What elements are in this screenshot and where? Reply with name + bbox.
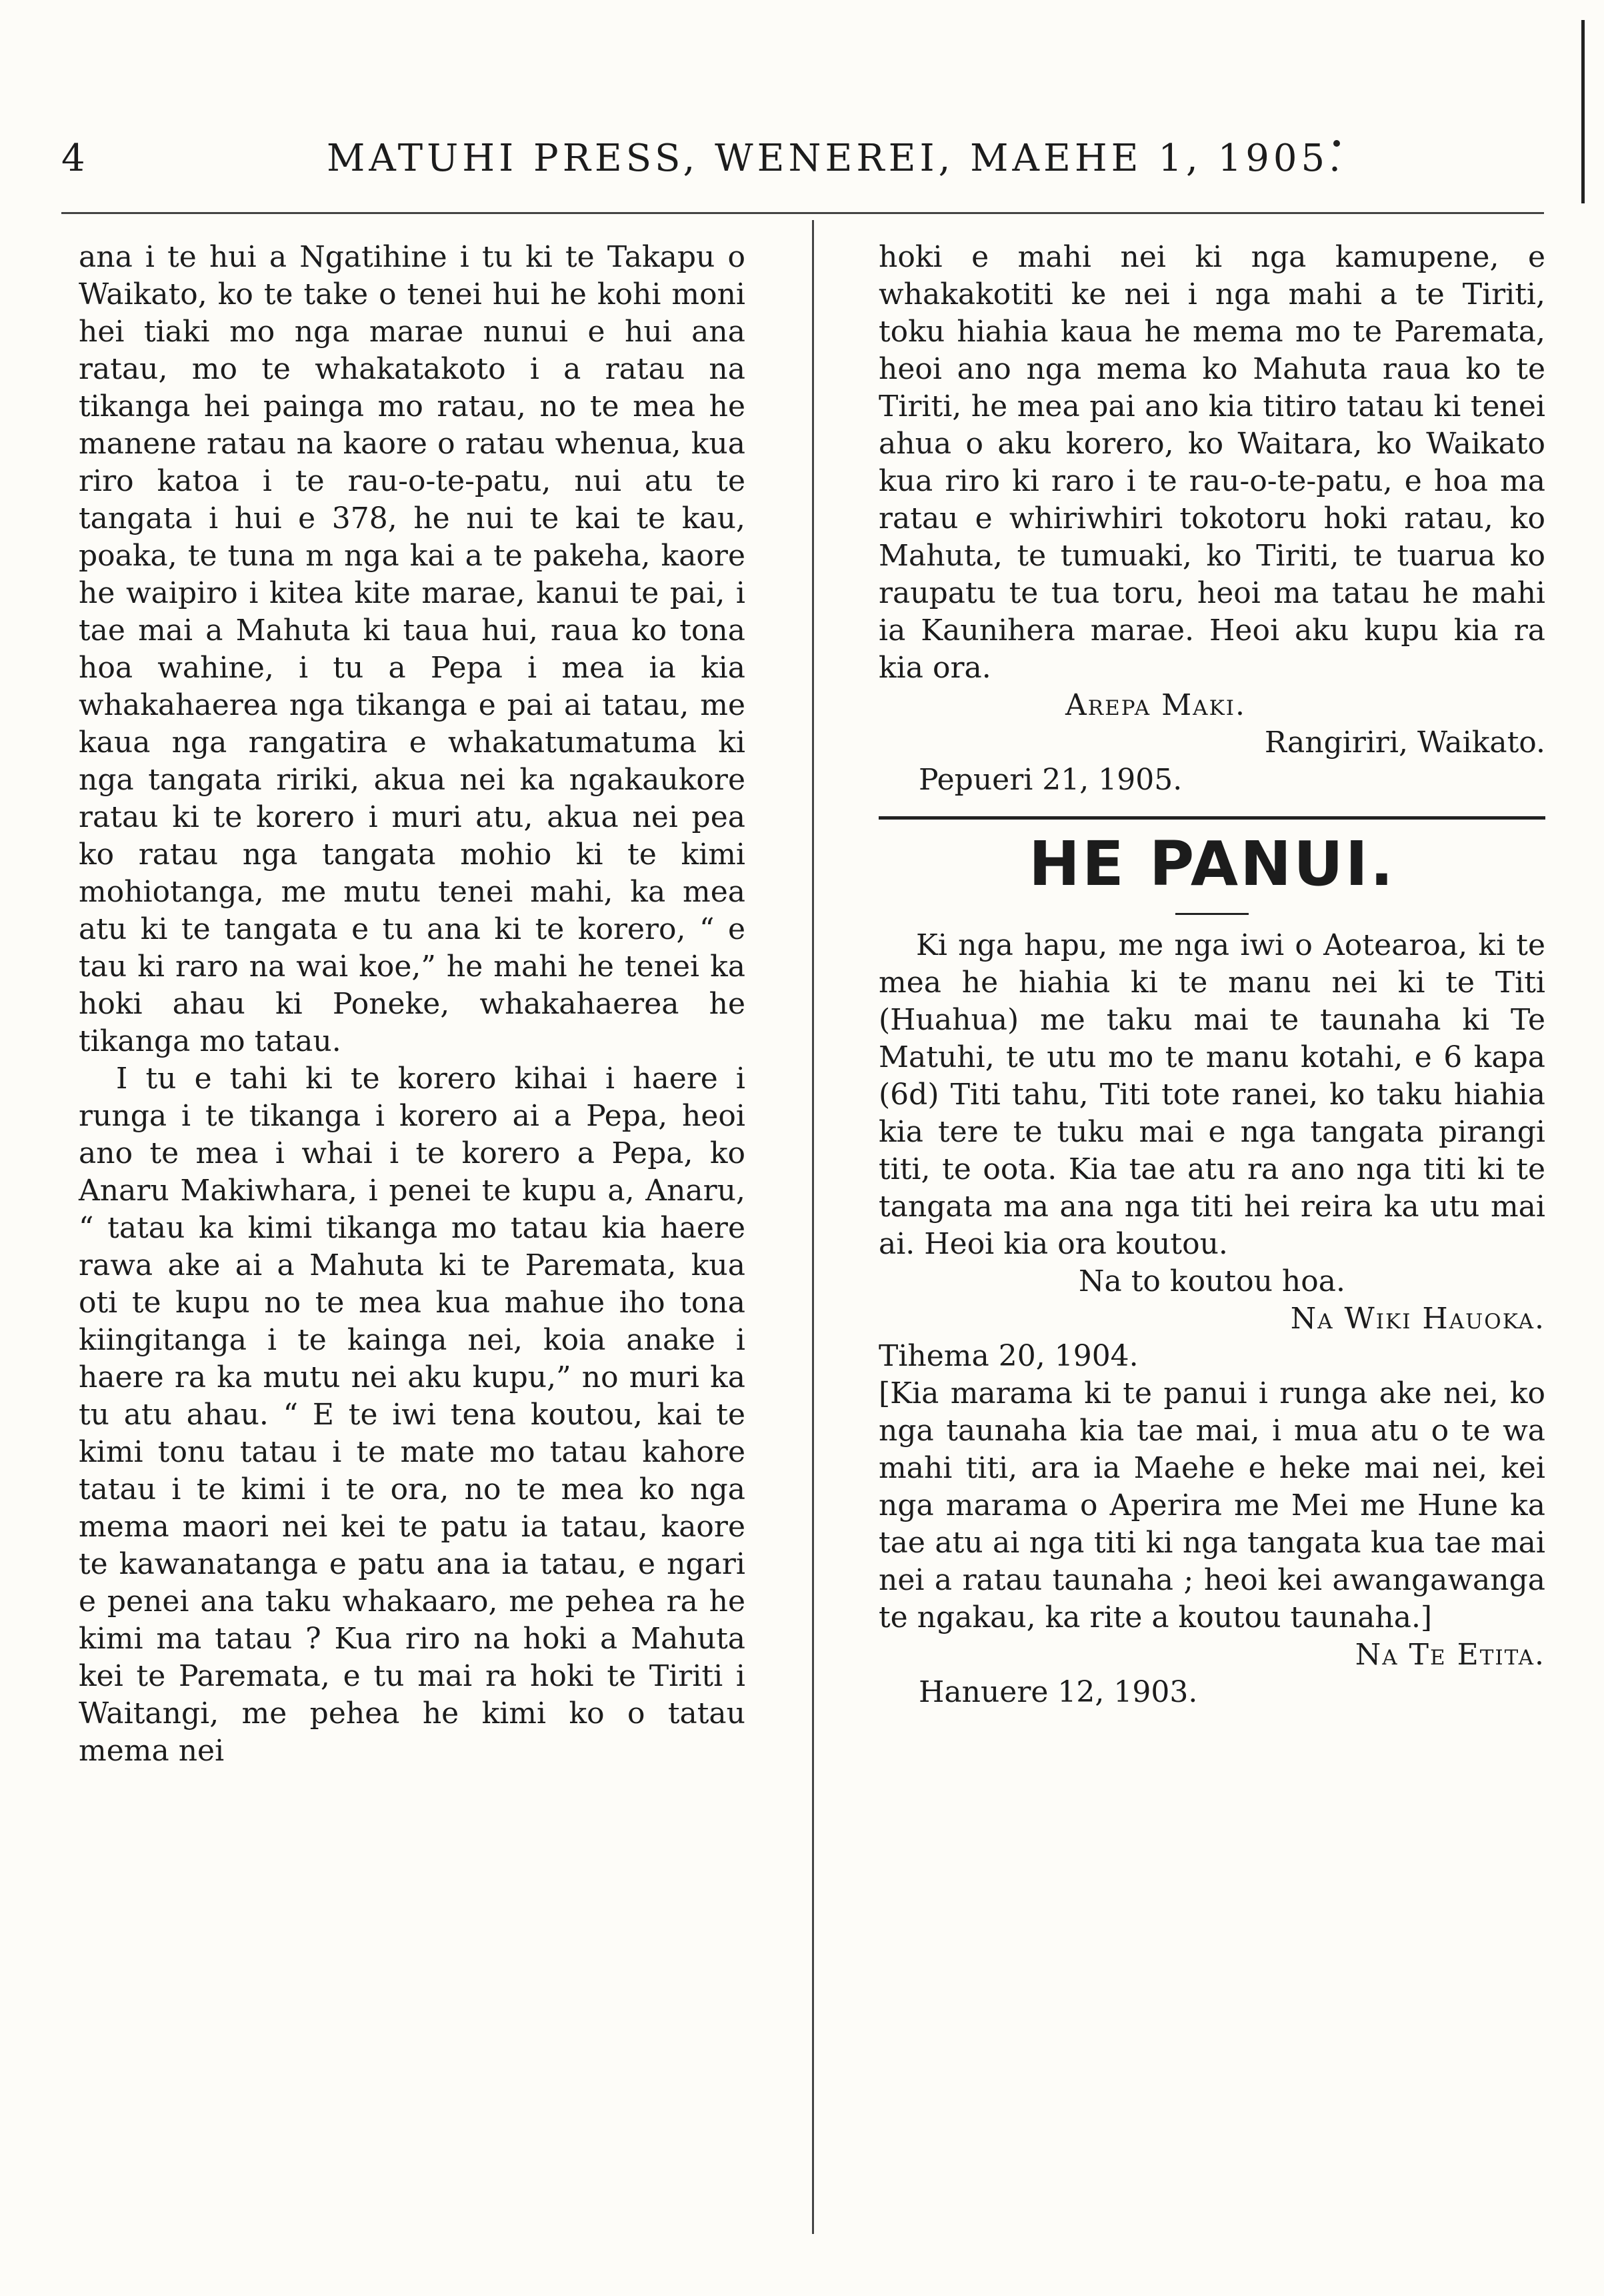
letter-signature-name: Arepa Maki. [1065, 688, 1246, 722]
notice-signature: Na Wiki Hauoka. [1290, 1302, 1545, 1336]
left-para-2: I tu e tahi ki te korero kihai i haere i runga i te tikanga i korero ai a Pepa, heoi ano te mea i whai i te korero a Pepa, ko Anaru Makiwhara, i penei te kupu a, Anaru, “ tatau ka kimi tikanga mo tatau kia haere rawa ake ai a Mahuta ki te Paremata, kua oti te kupu no te mea kua mahue iho tona kiingitanga i te kainga nei, koia anake i haere ra ka mutu nei aku kupu,” no muri ka tu atu ahau. “ E te iwi tena koutou, kai te kimi tonu tatau i te mate mo tatau kahore tatau i te kimi i te ora, no te mea ko nga mema maori nei kei te patu ia tatau, kaore te kawanatanga e patu ana ia tatau, e ngari e penei ana taku whakaaro, me pehea ra he kimi ma tatau ? Kua riro na hoki a Mahuta kei te Paremata, e tu mai ra hoki te Tiriti i Waitangi, me pehea he kimi ko o tatau mema nei [79, 1062, 745, 1768]
left-para-1: ana i te hui a Ngatihine i tu ki te Takapu o Waikato, ko te take o tenei hui he kohi moni hei tiaki mo nga marae nunui e hui ana ratau, mo te whakatakoto i a ratau na tikanga hei painga mo ratau, no te mea he manene ratau na kaore o ratau whenua, kua riro katoa i te rau-o-te-patu, nui atu te tangata i hui e 378, he nui te kai te kau, poaka, te tuna m nga kai a te pakeha, kaore he waipiro i kitea kite marae, kanui te pai, i tae mai a Mahuta ki taua hui, raua ko tona hoa wahine, i tu a Pepa i mea ia kia whakahaerea nga tikanga e pai ai tatau, me kaua nga rangatira e whakatumatuma ki nga tangata ririki, akua nei ka ngakaukore ratau ki te korero i muri atu, akua nei pea ko ratau nga tangata mohio ki te kimi mohiotanga, me mutu tenei mahi, ka mea atu ki te tangata e tu ana ki te korero, “ e tau ki raro na wai koe,” he mahi he tenei ka hoki ahau ki Poneke, whakahaerea he tikanga mo tatau. [79, 240, 745, 1058]
left-column [79, 239, 745, 1770]
right-column [879, 239, 1545, 1711]
title-underline [1175, 913, 1249, 915]
header-rule [61, 212, 1544, 214]
editor-date: Hanuere 12, 1903. [919, 1675, 1198, 1709]
column-divider [812, 220, 814, 2234]
letter-date: Pepueri 21, 1905. [919, 763, 1183, 797]
letter-signature-place: Rangiriri, Waikato. [1264, 726, 1545, 760]
masthead: MATUHI PRESS, WENEREI, MAEHE 1, 1905. [327, 137, 1345, 180]
notice-closing: Na to koutou hoa. [1079, 1264, 1345, 1298]
editor-note: [Kia marama ki te panui i runga ake nei, ko nga taunaha kia tae mai, i mua atu o te wa mahi titi, ara ia Maehe e heke mai nei, kei nga marama o Aperira me Mei me Hune ka tae atu ai nga titi ki nga tangata kua tae mai nei a ratau taunaha ; heoi kei awangawanga te ngakau, ka rite a koutou taunaha.] [879, 1376, 1545, 1634]
page-number: 4 [61, 137, 85, 180]
notice-body: Ki nga hapu, me nga iwi o Aotearoa, ki te mea he hiahia ki te manu nei ki te Titi (Huahua) me taku mai te taunaha ki Te Matuhi, te utu mo te manu kotahi, e 6 kapa (6d) Titi tahu, Titi tote ranei, ko taku hiahia kia tere te tuku mai e nga tangata pirangi titi, te oota. Kia tae atu ra ano nga titi ki te tangata ma ana nga titi hei reira ka utu mai ai. Heoi kia ora koutou. [879, 928, 1545, 1261]
notice-date: Tihema 20, 1904. [879, 1339, 1139, 1373]
page-header [0, 137, 1604, 190]
editor-signature: Na Te Etita. [1355, 1638, 1545, 1672]
section-rule [879, 816, 1545, 820]
notice-title: HE PANUI. [1029, 828, 1395, 900]
right-para-1: hoki e mahi nei ki nga kamupene, e whakakotiti ke nei i nga mahi a te Tiriti, toku hiahia kaua he mema mo te Paremata, heoi ano nga mema ko Mahuta raua ko te Tiriti, he mea pai ano kia titiro tatau ki tenei ahua o aku korero, ko Waitara, ko Waikato kua riro ki raro i te rau-o-te-patu, e hoa ma ratau e whiriwhiri tokotoru hoki ratau, ko Mahuta, te tumuaki, ko Tiriti, te tuarua ko raupatu te tua toru, heoi ma tatau he mahi ia Kaunihera marae. Heoi aku kupu kia ra kia ora. [879, 240, 1545, 685]
